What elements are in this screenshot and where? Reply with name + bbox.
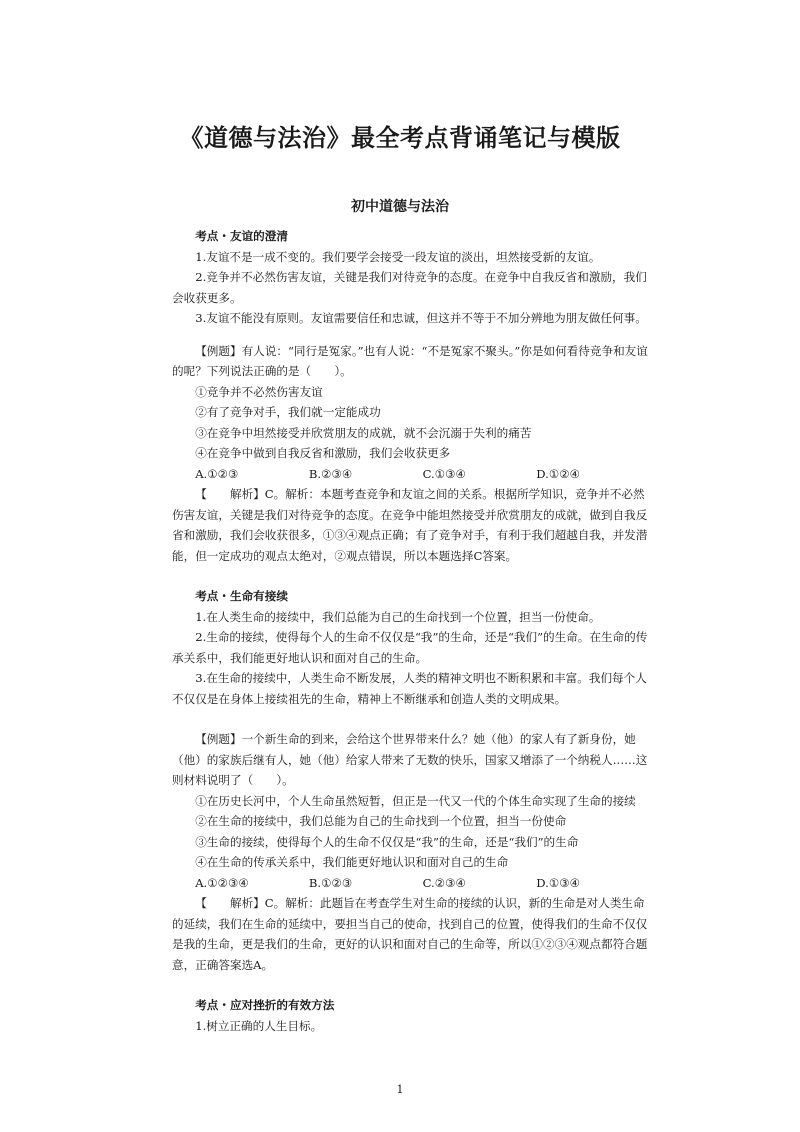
answer-option: ③在竞争中坦然接受并欣赏朋友的成就，就不会沉溺于失利的痛苦 xyxy=(195,425,532,440)
document-body xyxy=(172,226,650,1036)
answer-option: ③生命的接续，使得每个人的生命不仅仅是“我”的生命，还是“我们”的生命 xyxy=(195,834,579,849)
choice-b: B.②③④ xyxy=(308,466,353,481)
answer-analysis: 【 解析】C。解析：本题考查竞争和友谊之间的关系。根据所学知识，竞争并不必然伤害友谊，关键是我们对待竞争的态度。在竞争中能坦然接受并欣赏朋友的成就，做到自我反省和激励，我们会收获很多，①③④观点正确；有了竞争对手，有利于我们超越自我，并发潜能，但一定成功的观点太绝对，②观点错误，所以本题选择C答案。 xyxy=(172,487,648,563)
knowledge-point: 1.在人类生命的接续中，我们总能为自己的生命找到一个位置，担当一份使命。 xyxy=(195,609,601,624)
choice-a: A.①②③④ xyxy=(195,875,249,890)
knowledge-point: 3.在生命的接续中，人类生命不断发展，人类的精神文明也不断积累和丰富。我们每个人不仅仅是在身体上接续祖先的生命，精神上不断继承和创造人类的文明成果。 xyxy=(172,671,647,706)
knowledge-point: 1.友谊不是一成不变的。我们要学会接受一段友谊的淡出，坦然接受新的友谊。 xyxy=(195,249,601,264)
choice-row xyxy=(172,464,650,485)
section-heading: 考点・应对挫折的有效方法 xyxy=(195,998,335,1012)
answer-option: ①在历史长河中，个人生命虽然短暂，但正是一代又一代的个体生命实现了生命的接续 xyxy=(195,793,636,808)
example-question: 【例题】一个新生命的到来，会给这个世界带来什么？她（他）的家人有了新身份，她（他）的家族后继有人，她（他）给家人带来了无数的快乐，国家又增添了一个纳税人……这则材料说明了（ ）。 xyxy=(172,732,648,787)
answer-option: ①竞争并不必然伤害友谊 xyxy=(195,384,323,399)
choice-row xyxy=(172,873,650,894)
choice-c: C.①③④ xyxy=(422,466,466,481)
knowledge-point: 3.友谊不能没有原则。友谊需要信任和忠诚，但这并不等于不加分辨地为朋友做任何事。 xyxy=(195,311,647,325)
choice-a: A.①②③ xyxy=(195,466,239,481)
example-question: 【例题】有人说：“同行是冤家。”也有人说：“不是冤家不聚头。”你是如何看待竞争和友谊的呢？下列说法正确的是（ ）。 xyxy=(172,343,648,378)
answer-option: ②在生命的接续中，我们总能为自己的生命找到一个位置，担当一份使命 xyxy=(195,814,567,828)
choice-c: C.②③④ xyxy=(422,875,466,890)
knowledge-point: 2.生命的接续，使得每个人的生命不仅仅是“我”的生命，还是“我们”的生命。在生命的传承关系中，我们能更好地认识和面对自己的生命。 xyxy=(172,630,648,665)
document-subtitle: 初中道德与法治 xyxy=(351,199,449,215)
answer-option: ④在生命的传承关系中，我们能更好地认识和面对自己的生命 xyxy=(195,855,509,869)
choice-d: D.①②④ xyxy=(536,466,581,481)
answer-option: ②有了竞争对手，我们就一定能成功 xyxy=(195,405,381,419)
page-number: 1 xyxy=(396,1083,404,1096)
answer-analysis: 【 解析】C。解析：此题旨在考查学生对生命的接续的认识，新的生命是对人类生命的延续，我们在生命的延续中，要担当自己的使命，找到自己的位置，使得我们的生命不仅仅是我的生命，更是我们的生命，更好的认识和面对自己的生命等，所以①②③④观点都符合题意，正确答案选A。 xyxy=(172,896,648,972)
knowledge-point: 2.竞争并不必然伤害友谊，关键是我们对待竞争的态度。在竞争中自我反省和激励，我们会收获更多。 xyxy=(172,270,647,305)
document-title: 《道德与法治》最全考点背诵笔记与模版 xyxy=(179,124,621,152)
answer-option: ④在竞争中做到自我反省和激励，我们会收获更多 xyxy=(195,446,451,460)
choice-b: B.①②③ xyxy=(308,875,353,890)
knowledge-point: 1.树立正确的人生目标。 xyxy=(195,1018,323,1033)
section-heading: 考点・友谊的澄清 xyxy=(195,229,288,243)
choice-d: D.①③④ xyxy=(536,875,581,890)
section-heading: 考点・生命有接续 xyxy=(195,589,288,603)
